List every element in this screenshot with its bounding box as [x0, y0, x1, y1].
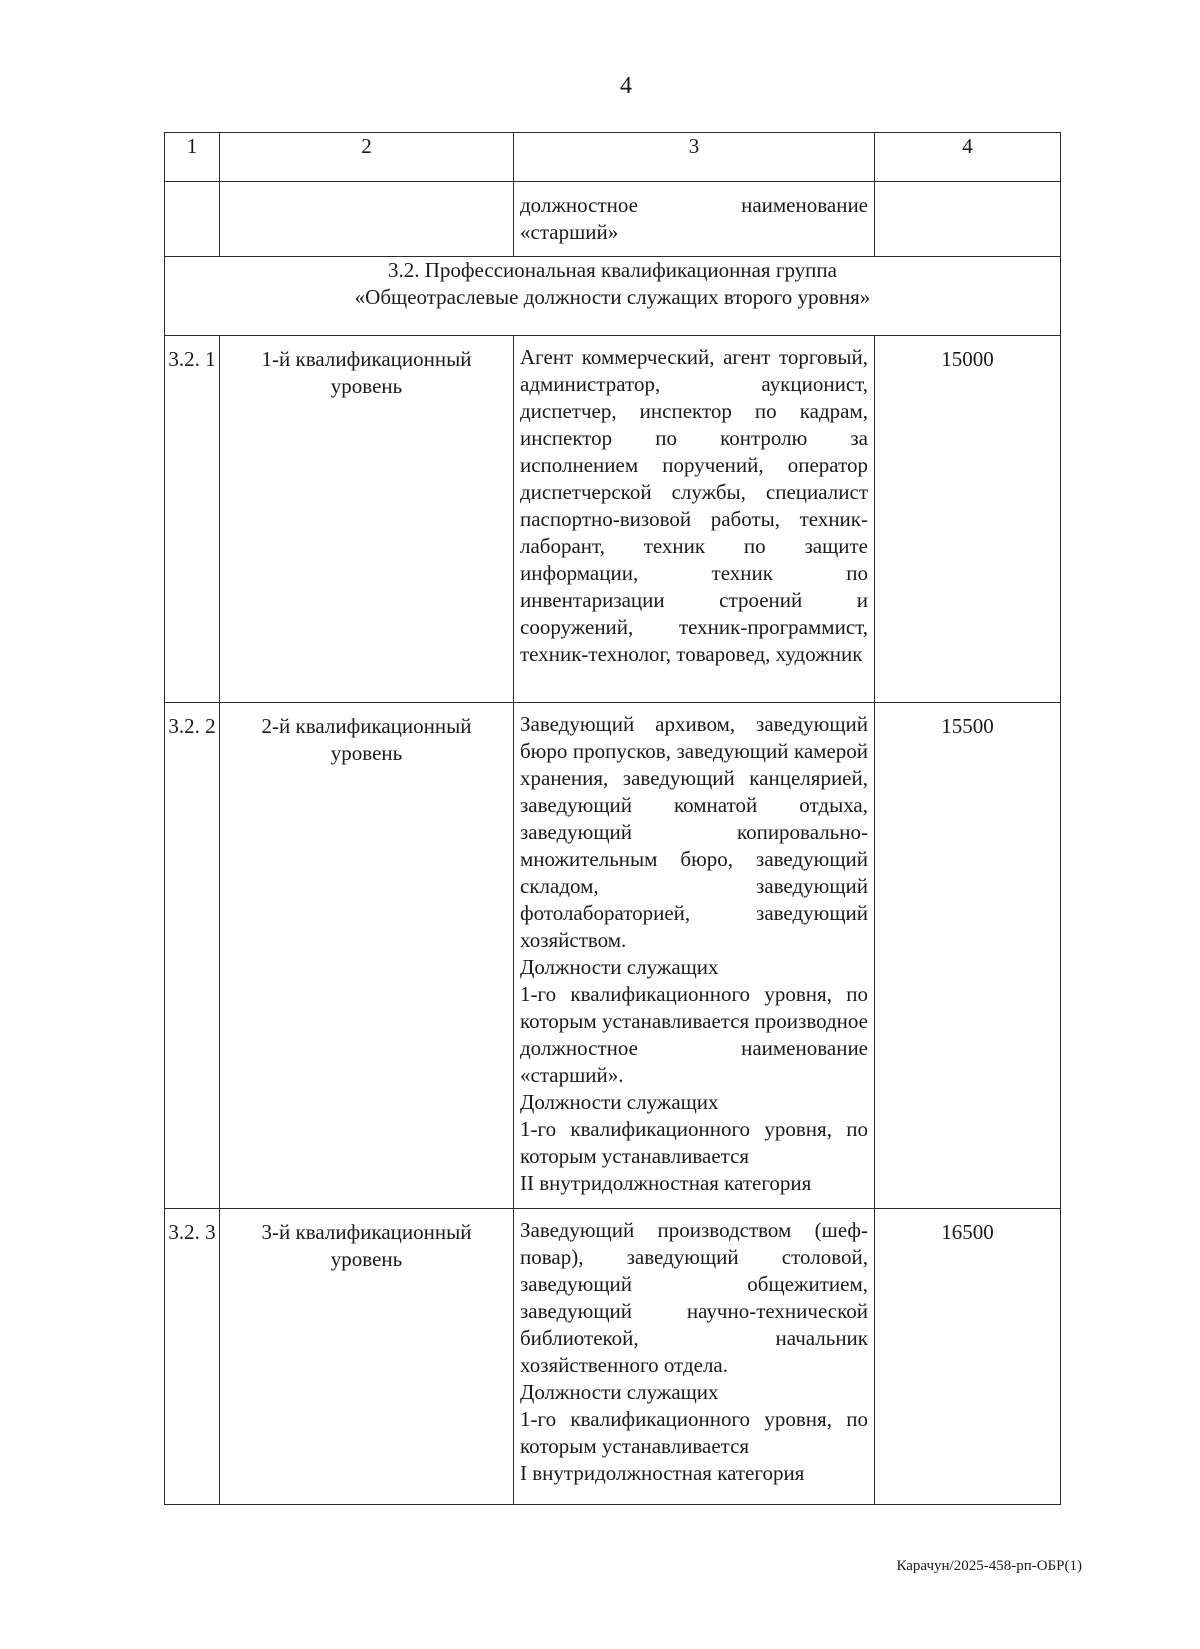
header-cell-1: 1 — [165, 133, 220, 182]
group-heading-line-1: 3.2. Профессиональная квалификационная группа — [388, 258, 837, 282]
group-heading — [165, 257, 1061, 336]
description-paragraph: Должности служащих — [520, 1090, 719, 1114]
table-row — [165, 336, 1061, 703]
row-level: 2-й квалификационный уровень — [220, 703, 514, 1209]
continuation-text — [514, 182, 875, 257]
continuation-line-1: должностное наименование — [520, 193, 868, 217]
row-salary: 15500 — [875, 703, 1061, 1209]
description-paragraph: 1-го квалификационного уровня, по которым устанавливается — [520, 1117, 868, 1168]
table-header-row — [165, 133, 1061, 182]
row-salary: 15000 — [875, 336, 1061, 703]
document-reference: Карачун/2025-458-рп-ОБР(1) — [896, 1558, 1082, 1574]
description-paragraph: 1-го квалификационного уровня, по которым устанавливается — [520, 1407, 868, 1458]
continuation-line-2: «старший» — [520, 220, 619, 244]
row-description — [514, 336, 875, 703]
description-paragraph: I внутридолжностная категория — [520, 1461, 805, 1485]
row-level: 1-й квалификационный уровень — [220, 336, 514, 703]
header-cell-4: 4 — [875, 133, 1061, 182]
row-level: 3-й квалификационный уровень — [220, 1209, 514, 1505]
continuation-code — [165, 182, 220, 257]
description-paragraph: Заведующий архивом, заведующий бюро пропусков, заведующий камерой хранения, заведующий канцелярией, заведующий комнатой отдыха, заведующий копировально-множительным бюро, заведующий складом, заведующий фотолабораторией, заведующий хозяйством. — [520, 712, 868, 952]
row-salary: 16500 — [875, 1209, 1061, 1505]
table-row — [165, 1209, 1061, 1505]
description-paragraph: Должности служащих — [520, 955, 719, 979]
table-row — [165, 703, 1061, 1209]
header-cell-2: 2 — [220, 133, 514, 182]
continuation-salary — [875, 182, 1061, 257]
description-paragraph: Агент коммерческий, агент торговый, администратор, аукционист, диспетчер, инспектор по кадрам, инспектор по контролю за исполнением поручений, оператор диспетчерской службы, специалист паспортно-визовой работы, техник-лаборант, техник по защите информации, техник по инвентаризации строений и сооружений, техник-программист, техник-технолог, товаровед, художник — [520, 345, 868, 666]
row-description — [514, 703, 875, 1209]
row-code: 3.2. 3 — [165, 1209, 220, 1505]
header-cell-3: 3 — [514, 133, 875, 182]
description-paragraph: 1-го квалификационного уровня, по которым устанавливается производное должностное наименование «старший». — [520, 982, 868, 1087]
row-code: 3.2. 1 — [165, 336, 220, 703]
continuation-row — [165, 182, 1061, 257]
description-paragraph: Должности служащих — [520, 1380, 719, 1404]
continuation-level — [220, 182, 514, 257]
row-code: 3.2. 2 — [165, 703, 220, 1209]
group-heading-row — [165, 257, 1061, 336]
salary-table — [164, 132, 1061, 1505]
row-description — [514, 1209, 875, 1505]
page-number: 4 — [620, 73, 632, 99]
group-heading-line-2: «Общеотраслевые должности служащих второго уровня» — [354, 285, 871, 309]
description-paragraph: II внутридолжностная категория — [520, 1171, 812, 1195]
description-paragraph: Заведующий производством (шеф-повар), заведующий столовой, заведующий общежитием, заведующий научно-технической библиотекой, начальник хозяйственного отдела. — [520, 1218, 868, 1377]
